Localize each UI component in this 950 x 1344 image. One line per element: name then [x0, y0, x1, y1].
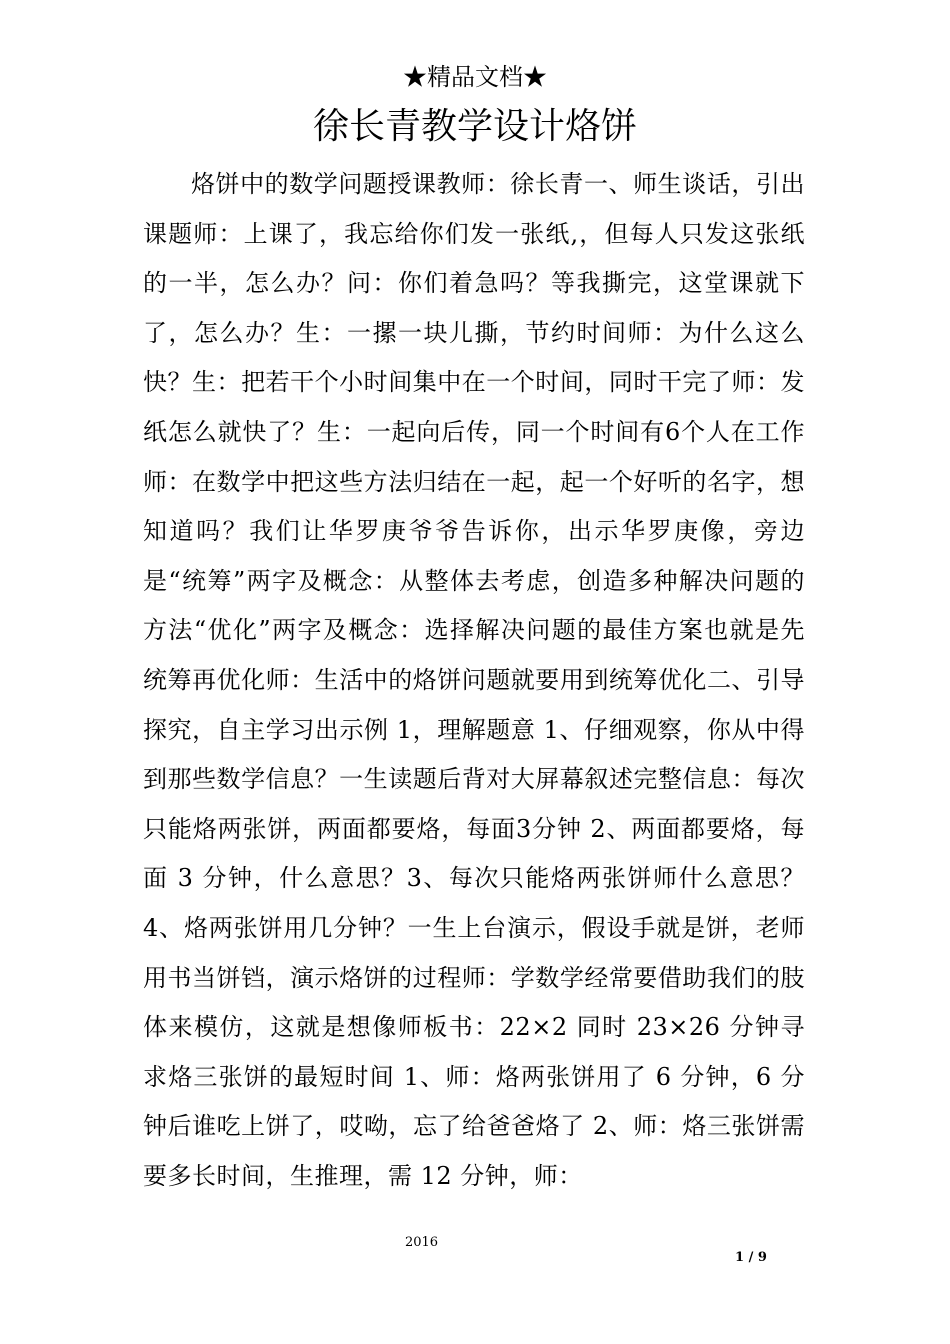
document-title: 徐长青教学设计烙饼 [312, 106, 637, 147]
footer-year: 2016 [404, 1235, 439, 1250]
header-mark: ★精品文档★ [403, 63, 547, 91]
body-paragraph: 烙饼中的数学问题授课教师：徐长青一、师生谈话，引出课题师：上课了，我忘给你们发一张纸,，但每人只发这张纸的一半，怎么办？问：你们着急吗？等我撕完，这堂课就下了，怎么办？生：一摞一块儿撕，节约时间师：为什么这么快？生：把若干个小时间集中在一个时间，同时干完了师：发纸怎么就快了？生：一起向后传，同一个时间有6个人在工作师：在数学中把这些方法归结在一起，起一个好听的名字，想知道吗？我们让华罗庚爷爷告诉你，出示华罗庚像，旁边是“统筹”两字及概念：从整体去考虑，创造多种解决问题的方法“优化”两字及概念：选择解决问题的最佳方案也就是先统筹再优化师：生活中的烙饼问题就要用到统筹优化二、引导探究，自主学习出示例 1，理解题意 1、仔细观察，你从中得到那些数学信息？一生读题后背对大屏幕叙述完整信息：每次只能烙两张饼，两面都要烙，每面3分钟 2、两面都要烙，每面 3 分钟，什么意思？3、每次只能烙两张饼师什么意思？4、烙两张饼用几分钟？一生上台演示，假设手就是饼，老师用书当饼铛，演示烙饼的过程师：学数学经常要借助我们的肢体来模仿，这就是想像师板书：22×2 同时 23×26 分钟寻求烙三张饼的最短时间 1、师：烙两张饼用了 6 分钟，6 分钟后谁吃上饼了，哎呦，忘了给爸爸烙了 2、师：烙三张饼需要多长时间，生推理，需 12 分钟，师： [143, 170, 805, 1190]
page-number: 1 / 9 [735, 1250, 767, 1265]
